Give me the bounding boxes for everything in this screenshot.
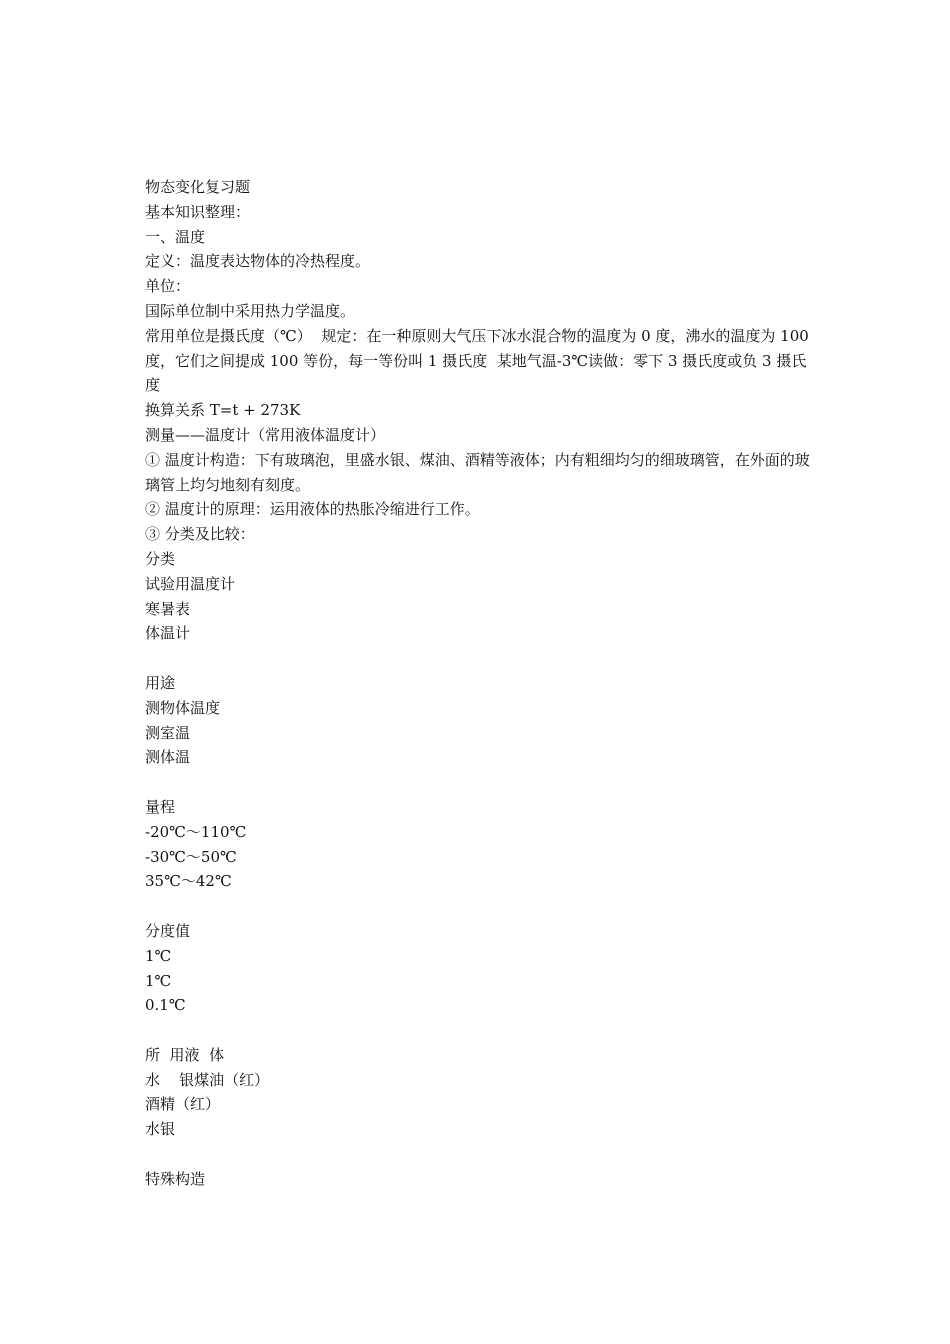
spacer xyxy=(145,1142,810,1167)
spacer xyxy=(145,1018,810,1043)
division-column xyxy=(145,919,810,1018)
temperature-definition: 定义：温度表达物体的冷热程度。 xyxy=(145,252,371,271)
liquid-value: 水银 xyxy=(145,1120,176,1139)
spacer xyxy=(145,770,810,795)
liquid-value: 水 银煤油（红） xyxy=(145,1070,270,1089)
measurement-heading: 测量——温度计（常用液体温度计） xyxy=(145,425,386,444)
unit-label: 单位： xyxy=(145,277,191,296)
use-header: 用途 xyxy=(145,673,176,692)
category-header: 分类 xyxy=(145,549,176,568)
use-value: 测物体温度 xyxy=(145,698,221,717)
thermometer-structure: ① 温度计构造：下有玻璃泡，里盛水银、煤油、酒精等液体；内有粗细均匀的细玻璃管，在外面的玻璃管上均匀地刻有刻度。 xyxy=(145,450,810,494)
use-column xyxy=(145,671,810,770)
division-value: 1℃ xyxy=(145,971,172,990)
common-unit-paragraph: 常用单位是摄氏度（℃） 规定：在一种原则大气压下冰水混合物的温度为 0 度，沸水的温度为 100 度，它们之间提成 100 等份，每一等份叫 1 摄氏度 某地气温-3℃读做：零下 3 摄氏度或负 3 摄氏度 xyxy=(145,326,814,395)
thermometer-principle: ② 温度计的原理：运用液体的热胀冷缩进行工作。 xyxy=(145,500,480,519)
division-header: 分度值 xyxy=(145,921,191,940)
range-value: -20℃～110℃ xyxy=(145,822,247,841)
si-unit-text: 国际单位制中采用热力学温度。 xyxy=(145,301,356,320)
conversion-formula: 换算关系 T=t + 273K xyxy=(145,401,301,420)
use-value: 测体温 xyxy=(145,748,191,767)
category-column xyxy=(145,547,810,646)
section-heading-temperature: 一、温度 xyxy=(145,227,206,246)
range-column xyxy=(145,795,810,894)
category-value: 寒暑表 xyxy=(145,599,191,618)
range-value: -30℃～50℃ xyxy=(145,847,237,866)
use-value: 测室温 xyxy=(145,723,191,742)
category-value: 体温计 xyxy=(145,624,191,643)
special-column xyxy=(145,1167,810,1192)
classification-heading: ③ 分类及比较： xyxy=(145,525,255,544)
liquid-column xyxy=(145,1043,810,1142)
spacer xyxy=(145,894,810,919)
liquid-header: 所 用液 体 xyxy=(145,1045,225,1064)
document-body xyxy=(145,175,814,1192)
range-value: 35℃～42℃ xyxy=(145,872,232,891)
special-header: 特殊构造 xyxy=(145,1169,206,1188)
division-value: 0.1℃ xyxy=(145,996,186,1015)
document-title: 物态变化复习题 xyxy=(145,178,251,196)
division-value: 1℃ xyxy=(145,946,172,965)
spacer xyxy=(145,646,810,671)
liquid-value: 酒精（红） xyxy=(145,1095,221,1114)
category-value: 试验用温度计 xyxy=(145,574,236,593)
range-header: 量程 xyxy=(145,797,176,816)
document-subtitle: 基本知识整理： xyxy=(145,202,251,221)
